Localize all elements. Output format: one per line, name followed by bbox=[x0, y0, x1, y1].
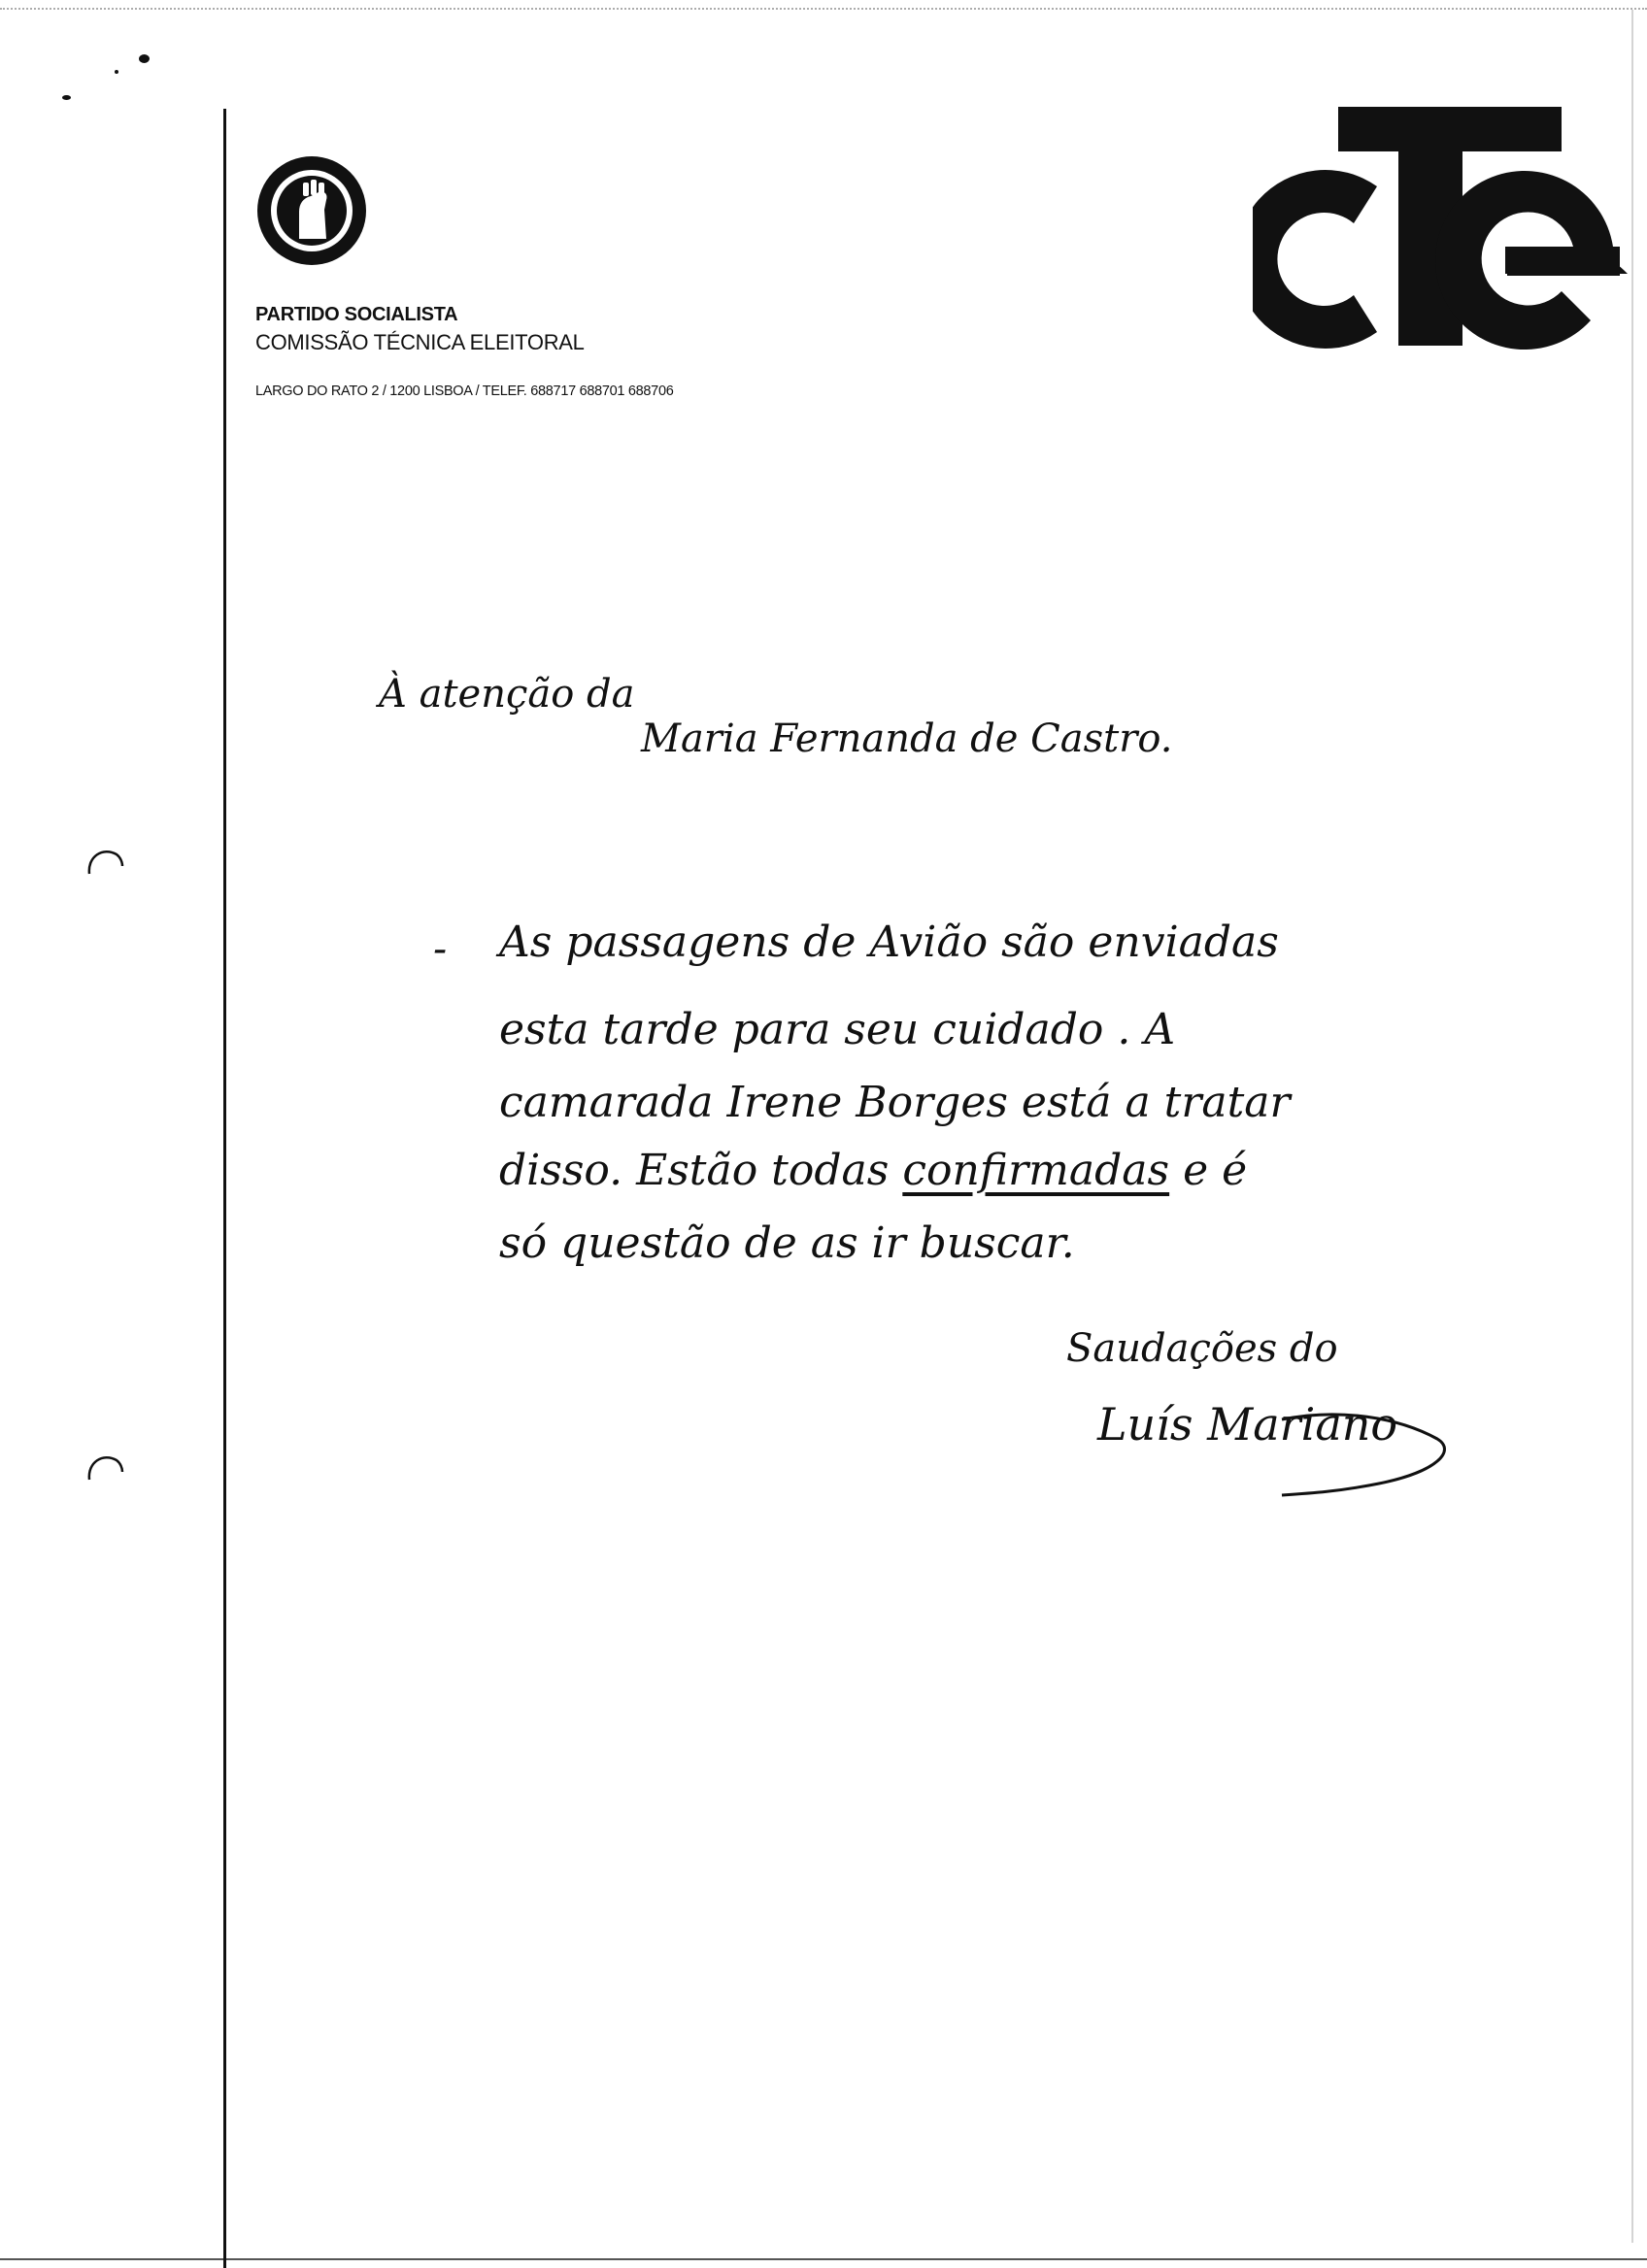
body-line-4-end: e é bbox=[1169, 1146, 1248, 1195]
body-line-3: camarada Irene Borges está a tratar bbox=[499, 1078, 1291, 1127]
scan-edge-top bbox=[0, 8, 1647, 10]
org-name: PARTIDO SOCIALISTA bbox=[255, 304, 458, 325]
org-address: LARGO DO RATO 2 / 1200 LISBOA / TELEF. 688717 688701 688706 bbox=[255, 384, 674, 399]
ink-speck bbox=[62, 95, 71, 100]
signature-flourish bbox=[1088, 1379, 1476, 1515]
body-line-2: esta tarde para seu cuidado . A bbox=[499, 1005, 1176, 1054]
underlined-word: confirmadas bbox=[902, 1146, 1170, 1195]
signature: Luís Mariano bbox=[1097, 1398, 1398, 1451]
body-line-5: só questão de as ir buscar. bbox=[499, 1218, 1075, 1268]
punch-hole-icon bbox=[84, 1447, 126, 1489]
margin-rule bbox=[223, 109, 226, 2268]
org-department: COMISSÃO TÉCNICA ELEITORAL bbox=[255, 330, 585, 354]
party-seal-logo bbox=[254, 153, 369, 268]
cte-logo bbox=[1253, 101, 1631, 353]
ink-speck bbox=[139, 54, 150, 63]
scan-edge-right bbox=[1631, 10, 1633, 2243]
bullet-dash: - bbox=[433, 924, 448, 972]
scan-edge-bottom bbox=[0, 2258, 1647, 2260]
body-line-4 bbox=[499, 1146, 1247, 1195]
attention-line-1: À atenção da bbox=[379, 672, 635, 717]
attention-line-2: Maria Fernanda de Castro. bbox=[641, 717, 1173, 761]
ink-speck bbox=[115, 70, 118, 74]
body-line-4-start: disso. Estão todas bbox=[499, 1146, 903, 1195]
closing-salutation: Saudações do bbox=[1066, 1326, 1338, 1371]
punch-hole-icon bbox=[84, 841, 126, 884]
body-line-1: As passagens de Avião são enviadas bbox=[499, 917, 1279, 967]
